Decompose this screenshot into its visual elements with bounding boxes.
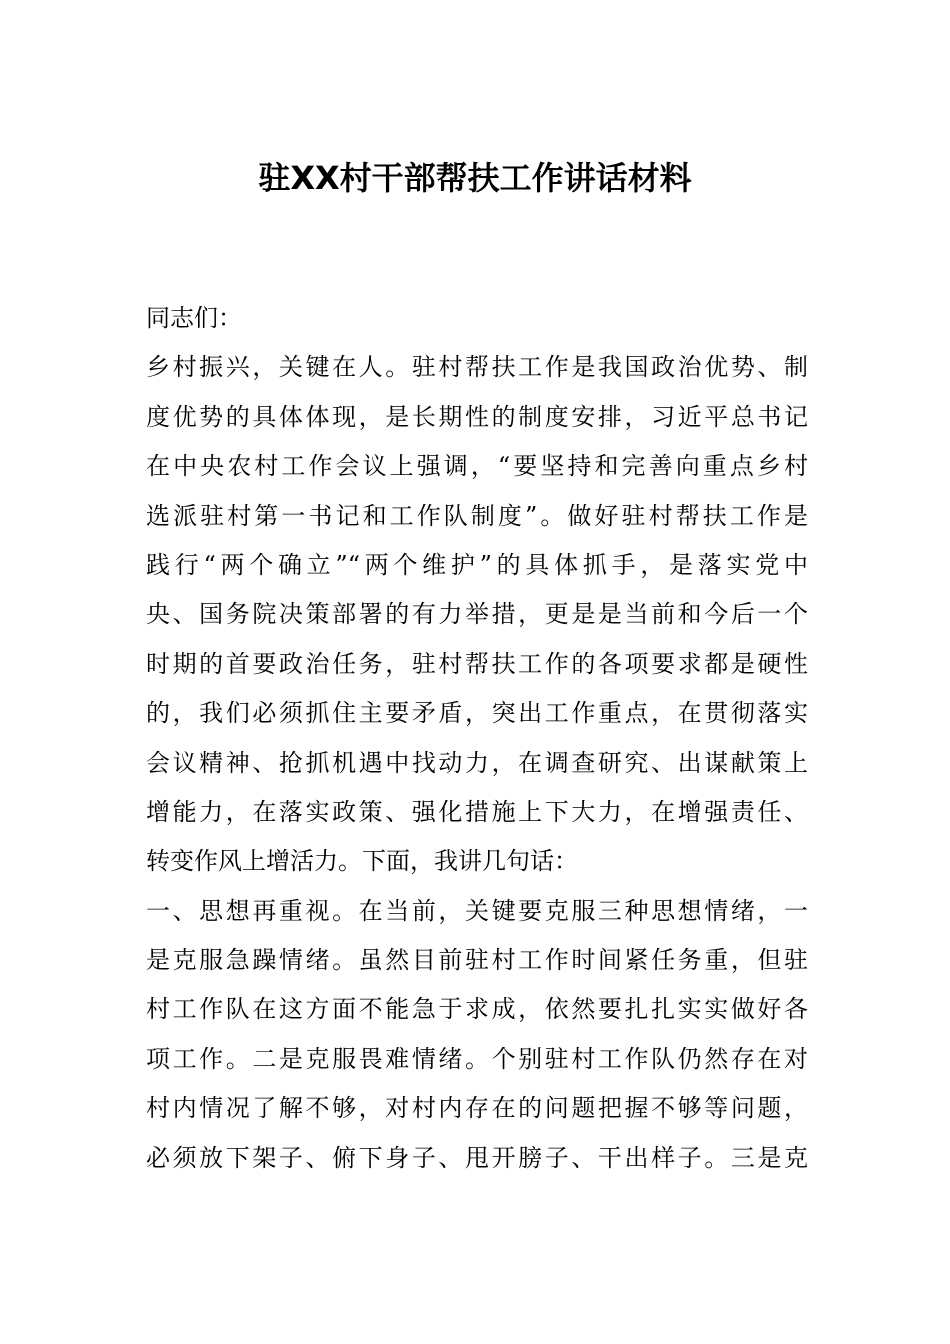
- body-line: 央、国务院决策部署的有力举措，更是是当前和今后一个: [146, 600, 808, 629]
- body-line: 村内情况了解不够，对村内存在的问题把握不够等问题，: [146, 1094, 808, 1123]
- body-line: 时期的首要政治任务，驻村帮扶工作的各项要求都是硬性: [146, 649, 808, 678]
- document-body: [146, 294, 808, 1183]
- document-title: 驻XX村干部帮扶工作讲话材料: [258, 159, 692, 197]
- body-line: 会议精神、抢抓机遇中找动力，在调查研究、出谋献策上: [146, 748, 808, 777]
- body-line: 度优势的具体体现，是长期性的制度安排，习近平总书记: [146, 402, 808, 431]
- body-line: 同志们：: [146, 304, 242, 332]
- body-line: 转变作风上增活力。下面，我讲几句话：: [146, 847, 578, 876]
- body-line: 村工作队在这方面不能急于求成，依然要扎扎实实做好各: [146, 995, 808, 1024]
- body-line: 项工作。二是克服畏难情绪。个别驻村工作队仍然存在对: [146, 1044, 808, 1073]
- body-line: 践行“两个确立”“两个维护”的具体抓手，是落实党中: [146, 550, 808, 579]
- body-line: 是克服急躁情绪。虽然目前驻村工作时间紧任务重，但驻: [146, 946, 808, 975]
- body-line: 的，我们必须抓住主要矛盾，突出工作重点，在贯彻落实: [146, 699, 808, 728]
- body-line: 必须放下架子、俯下身子、甩开膀子、干出样子。三是克: [146, 1143, 808, 1172]
- body-line: 一、思想再重视。在当前，关键要克服三种思想情绪，一: [146, 896, 808, 925]
- body-line: 选派驻村第一书记和工作队制度”。做好驻村帮扶工作是: [146, 501, 808, 530]
- body-line: 乡村振兴，关键在人。驻村帮扶工作是我国政治优势、制: [146, 353, 808, 382]
- body-line: 增能力，在落实政策、强化措施上下大力，在增强责任、: [146, 797, 808, 826]
- body-line: 在中央农村工作会议上强调，“要坚持和完善向重点乡村: [146, 452, 808, 481]
